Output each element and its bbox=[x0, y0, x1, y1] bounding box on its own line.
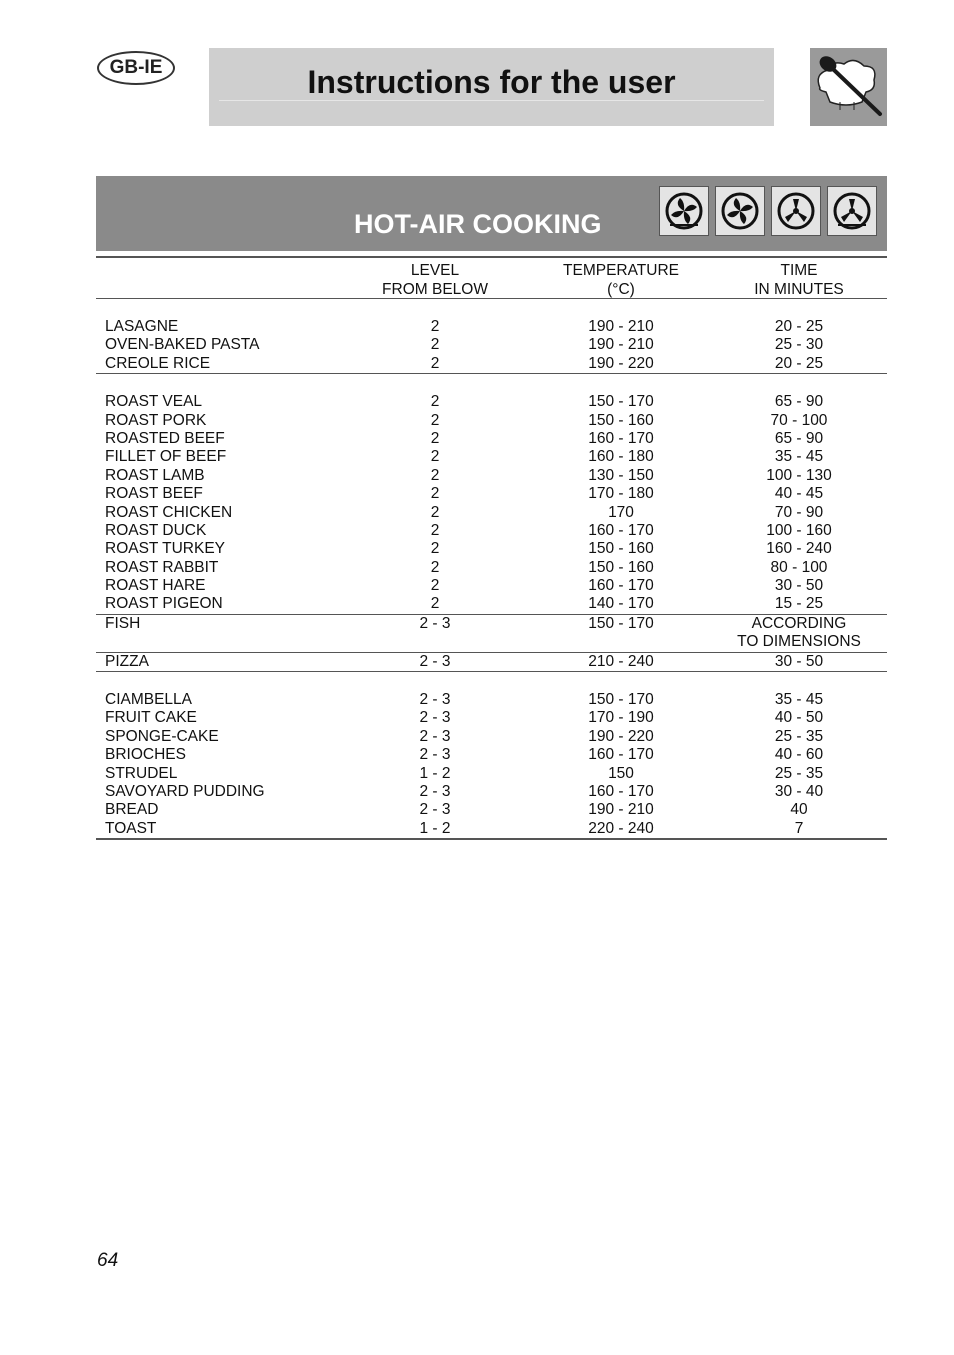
time-value: 65 - 90 bbox=[774, 393, 824, 411]
level-value: 2 bbox=[430, 577, 440, 595]
table-row bbox=[96, 653, 887, 671]
header-level-line1: LEVEL bbox=[410, 262, 460, 279]
dish-name: SAVOYARD PUDDING bbox=[105, 782, 265, 800]
level-value: 2 - 3 bbox=[419, 801, 451, 819]
dish-name: OVEN-BAKED PASTA bbox=[105, 336, 260, 354]
level-value: 2 bbox=[430, 595, 440, 613]
table-body bbox=[96, 299, 887, 840]
dish-name: ROAST RABBIT bbox=[105, 558, 219, 576]
dish-name: ROASTED BEEF bbox=[105, 429, 225, 447]
table-row bbox=[96, 559, 887, 577]
level-value: 2 bbox=[430, 540, 440, 558]
time-value: 160 - 240 bbox=[766, 540, 832, 558]
level-value: 2 bbox=[430, 448, 440, 466]
time-value: 25 - 35 bbox=[774, 727, 824, 745]
time-value: 70 - 90 bbox=[774, 503, 824, 521]
dish-name: SPONGE-CAKE bbox=[105, 727, 219, 745]
dish-name: TOAST bbox=[105, 819, 157, 837]
time-value: 40 - 50 bbox=[774, 709, 824, 727]
dish-name: ROAST DUCK bbox=[105, 521, 207, 539]
temperature-value: 150 - 160 bbox=[588, 411, 654, 429]
table-row bbox=[96, 336, 887, 354]
time-value: 20 - 25 bbox=[774, 318, 824, 335]
time-value: 100 - 160 bbox=[766, 521, 832, 539]
level-value: 2 bbox=[430, 521, 440, 539]
function-icons bbox=[659, 186, 877, 236]
temperature-value: 160 - 170 bbox=[588, 429, 654, 447]
time-value: 100 - 130 bbox=[766, 466, 832, 484]
level-value: 1 - 2 bbox=[419, 764, 451, 782]
time-value: 20 - 25 bbox=[774, 354, 824, 372]
header-temp-line2: (°C) bbox=[607, 281, 635, 298]
table-row bbox=[96, 467, 887, 485]
temperature-value: 220 - 240 bbox=[588, 819, 654, 837]
table-row bbox=[96, 765, 887, 783]
header-temperature bbox=[563, 261, 679, 299]
level-value: 2 bbox=[430, 393, 440, 411]
time-value: 30 - 40 bbox=[774, 782, 824, 800]
level-value: 2 - 3 bbox=[419, 727, 451, 745]
temperature-value: 190 - 210 bbox=[588, 336, 654, 354]
level-value: 2 bbox=[430, 354, 440, 372]
time-value: 80 - 100 bbox=[770, 558, 828, 576]
table-row bbox=[96, 783, 887, 801]
table-row bbox=[96, 820, 887, 838]
level-value: 2 bbox=[430, 558, 440, 576]
table-row bbox=[96, 485, 887, 503]
group-rule bbox=[96, 838, 887, 840]
page-title: Instructions for the user bbox=[307, 64, 676, 100]
dish-name: BRIOCHES bbox=[105, 746, 186, 764]
temperature-value: 160 - 170 bbox=[588, 577, 654, 595]
temperature-value: 190 - 210 bbox=[588, 801, 654, 819]
fan-bottom-icon bbox=[827, 186, 877, 236]
header-time bbox=[754, 261, 844, 299]
dish-name: ROAST PIGEON bbox=[105, 595, 223, 613]
level-value: 2 bbox=[430, 411, 440, 429]
dish-name: ROAST PORK bbox=[105, 411, 207, 429]
temperature-value: 150 - 170 bbox=[588, 393, 654, 411]
time-value: 30 - 50 bbox=[774, 577, 824, 595]
time-value: 40 - 45 bbox=[774, 485, 824, 503]
temperature-value: 130 - 150 bbox=[588, 466, 654, 484]
temperature-value: 160 - 170 bbox=[588, 746, 654, 764]
table-row bbox=[96, 746, 887, 764]
fan-heat-icon bbox=[771, 186, 821, 236]
dish-name: ROAST TURKEY bbox=[105, 540, 226, 558]
time-value: 25 - 35 bbox=[774, 764, 824, 782]
spacer bbox=[96, 672, 887, 691]
level-value: 2 - 3 bbox=[419, 746, 451, 764]
level-value: 2 bbox=[430, 429, 440, 447]
level-value: 2 - 3 bbox=[419, 652, 451, 670]
header-time-line1: TIME bbox=[780, 262, 818, 279]
header-title-box bbox=[209, 48, 774, 126]
table-row bbox=[96, 430, 887, 448]
level-value: 2 bbox=[430, 503, 440, 521]
table-row bbox=[96, 728, 887, 746]
temperature-value: 170 - 190 bbox=[588, 709, 654, 727]
table-row bbox=[96, 615, 887, 633]
dish-name: FISH bbox=[105, 614, 141, 632]
temperature-value: 210 - 240 bbox=[588, 652, 654, 670]
time-value: 70 - 100 bbox=[770, 411, 828, 429]
dish-name: ROAST CHICKEN bbox=[105, 503, 233, 521]
spacer bbox=[96, 374, 887, 393]
time-value: ACCORDING bbox=[751, 614, 847, 632]
level-value: 1 - 2 bbox=[419, 819, 451, 837]
time-value: 15 - 25 bbox=[774, 595, 824, 613]
cooking-table bbox=[96, 256, 887, 840]
time-value: 30 - 50 bbox=[774, 652, 824, 670]
dish-name: FRUIT CAKE bbox=[105, 709, 197, 727]
temperature-value: 140 - 170 bbox=[588, 595, 654, 613]
level-value: 2 - 3 bbox=[419, 782, 451, 800]
level-value: 2 bbox=[430, 466, 440, 484]
table-header bbox=[96, 258, 887, 298]
table-row bbox=[96, 801, 887, 819]
table-row bbox=[96, 318, 887, 336]
time-value: 7 bbox=[794, 819, 804, 837]
temperature-value: 190 - 220 bbox=[588, 727, 654, 745]
chef-hat-spoon-icon bbox=[810, 48, 887, 126]
table-row bbox=[96, 633, 887, 651]
table-row bbox=[96, 540, 887, 558]
temperature-value: 160 - 170 bbox=[588, 521, 654, 539]
table-row bbox=[96, 393, 887, 411]
time-value: 35 - 45 bbox=[774, 691, 824, 709]
table-row bbox=[96, 691, 887, 709]
dish-name: ROAST HARE bbox=[105, 577, 206, 595]
spacer bbox=[96, 299, 887, 318]
level-value: 2 bbox=[430, 336, 440, 354]
temperature-value: 170 bbox=[608, 503, 634, 521]
level-value: 2 - 3 bbox=[419, 691, 451, 709]
header-time-line2: IN MINUTES bbox=[754, 281, 844, 298]
time-value: 25 - 30 bbox=[774, 336, 824, 354]
section-title: HOT-AIR COOKING bbox=[354, 209, 602, 239]
temperature-value: 190 - 220 bbox=[588, 354, 654, 372]
fan-grill-icon bbox=[659, 186, 709, 236]
temperature-value: 170 - 180 bbox=[588, 485, 654, 503]
temperature-value: 160 - 170 bbox=[588, 782, 654, 800]
dish-name: CIAMBELLA bbox=[105, 691, 193, 709]
dish-name: PIZZA bbox=[105, 652, 149, 670]
temperature-value: 150 - 160 bbox=[588, 558, 654, 576]
temperature-value: 190 - 210 bbox=[588, 318, 654, 335]
dish-name: BREAD bbox=[105, 801, 159, 819]
table-row bbox=[96, 355, 887, 373]
table-row bbox=[96, 595, 887, 613]
region-badge: GB-IE bbox=[97, 51, 175, 85]
table-row bbox=[96, 577, 887, 595]
dish-name: ROAST BEEF bbox=[105, 485, 203, 503]
table-row bbox=[96, 412, 887, 430]
table-row bbox=[96, 522, 887, 540]
time-value: 40 bbox=[790, 801, 808, 819]
dish-name: FILLET OF BEEF bbox=[105, 448, 227, 466]
fan-oven-icon bbox=[715, 186, 765, 236]
temperature-value: 150 bbox=[608, 764, 634, 782]
section-banner bbox=[96, 176, 887, 251]
time-value: TO DIMENSIONS bbox=[737, 633, 861, 651]
level-value: 2 - 3 bbox=[419, 709, 451, 727]
header-level-line2: FROM BELOW bbox=[382, 281, 488, 298]
time-value: 65 - 90 bbox=[774, 429, 824, 447]
page-number: 64 bbox=[97, 1250, 119, 1271]
temperature-value: 150 - 170 bbox=[588, 614, 654, 632]
dish-name: STRUDEL bbox=[105, 764, 178, 782]
dish-name: CREOLE RICE bbox=[105, 354, 211, 372]
table-row bbox=[96, 709, 887, 727]
table-row bbox=[96, 504, 887, 522]
header-temp-line1: TEMPERATURE bbox=[563, 262, 679, 279]
level-value: 2 - 3 bbox=[419, 614, 451, 632]
level-value: 2 bbox=[430, 485, 440, 503]
time-value: 40 - 60 bbox=[774, 746, 824, 764]
table-row bbox=[96, 448, 887, 466]
time-value: 35 - 45 bbox=[774, 448, 824, 466]
temperature-value: 150 - 170 bbox=[588, 691, 654, 709]
chef-logo bbox=[810, 48, 887, 126]
temperature-value: 150 - 160 bbox=[588, 540, 654, 558]
temperature-value: 160 - 180 bbox=[588, 448, 654, 466]
dish-name: ROAST LAMB bbox=[105, 466, 205, 484]
dish-name: ROAST VEAL bbox=[105, 393, 203, 411]
header-level bbox=[382, 261, 488, 299]
level-value: 2 bbox=[430, 318, 440, 335]
dish-name: LASAGNE bbox=[105, 318, 179, 335]
